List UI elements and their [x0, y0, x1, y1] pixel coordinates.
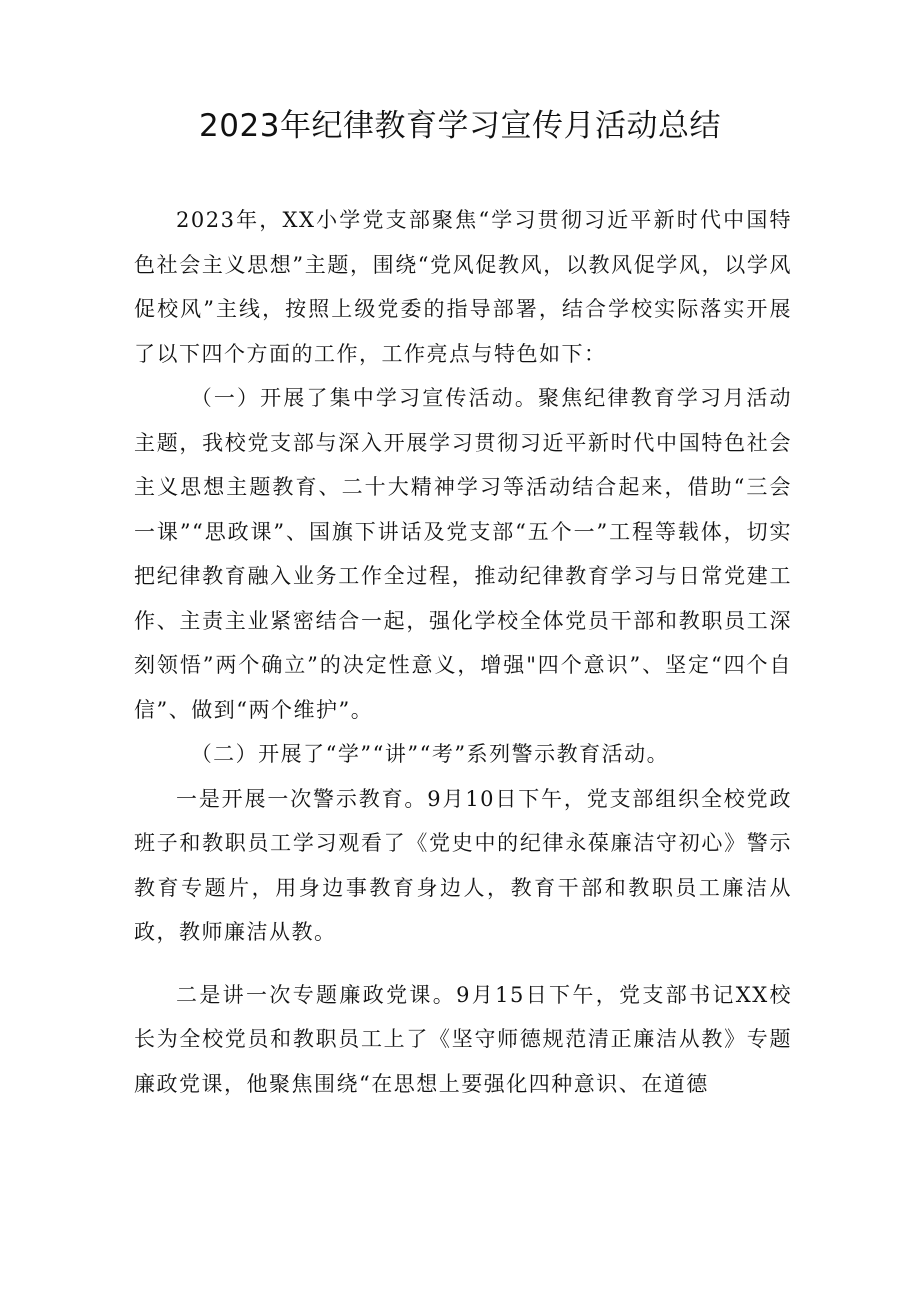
paragraph-integrity-lecture: 二是讲一次专题廉政党课。9月15日下午，党支部书记XX校长为全校党员和教职员工上了《坚守师德规范清正廉洁从教》专题廉政党课，他聚焦围绕“在思想上要强化四种意识、在道德: [134, 982, 792, 1096]
document-body: [134, 198, 792, 1106]
paragraph-warning-education: 一是开展一次警示教育。9月10日下午，党支部组织全校党政班子和教职员工学习观看了《党史中的纪律永葆廉洁守初心》警示教育专题片，用身边事教育身边人，教育干部和教职员工廉洁从政，教师廉洁从教。: [134, 786, 792, 944]
paragraph-section-one: （一）开展了集中学习宣传活动。聚焦纪律教育学习月活动主题，我校党支部与深入开展学习贯彻习近平新时代中国特色社会主义思想主题教育、二十大精神学习等活动结合起来，借助“三会一课”“思政课”、国旗下讲话及党支部“五个一”工程等载体，切实把纪律教育融入业务工作全过程，推动纪律教育学习与日常党建工作、主责主业紧密结合一起，强化学校全体党员干部和教职员工深刻领悟”两个确立”的决定性意义，增强"四个意识”、坚定“四个自信”、做到“两个维护”。: [134, 386, 792, 722]
paragraph-intro: 2023年，XX小学党支部聚焦“学习贯彻习近平新时代中国特色社会主义思想”主题，围绕“党风促教风，以教风促学风，以学风促校风”主线，按照上级党委的指导部署，结合学校实际落实开展了以下四个方面的工作，工作亮点与特色如下：: [134, 208, 792, 366]
paragraph-section-two-heading: （二）开展了“学”“讲”“考”系列警示教育活动。: [190, 742, 670, 766]
document-title: 2023年纪律教育学习宣传月活动总结: [199, 108, 721, 144]
